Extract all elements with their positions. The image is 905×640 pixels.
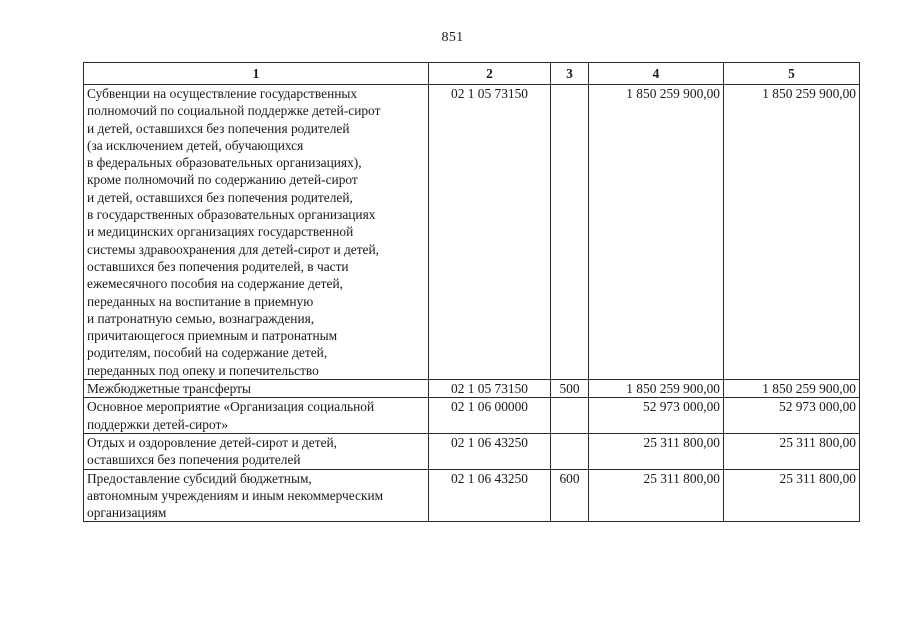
table-row [84, 398, 860, 434]
header-col-2: 2 [429, 63, 551, 85]
row-amount-col-5: 25 311 800,00 [724, 469, 860, 522]
row-amount-col-4: 1 850 259 900,00 [589, 380, 724, 398]
header-col-3: 3 [551, 63, 589, 85]
row-name: Субвенции на осуществление государственных полномочий по социальной поддержке детей-сирот и детей, оставшихся без попечения родителей (за исключением детей, обучающихся в федеральных образовательных организациях), кроме полномочий по содержанию детей-сирот и детей, оставшихся без попечения родителей, в государственных образовательных организациях и медицинских организациях государственной системы здравоохранения для детей-сирот и детей, оставшихся без попечения родителей, в части ежемесячного пособия на содержание детей, переданных на воспитание в приемную и патронатную семью, вознаграждения, причитающегося приемным и патронатным родителям, пособий на содержание детей, переданных под опеку и попечительство [84, 85, 429, 380]
row-code: 02 1 05 73150 [429, 380, 551, 398]
row-amount-col-4: 25 311 800,00 [589, 469, 724, 522]
row-code: 02 1 06 43250 [429, 433, 551, 469]
header-col-4: 4 [589, 63, 724, 85]
table-row [84, 85, 860, 380]
row-name: Отдых и оздоровление детей-сирот и детей, оставшихся без попечения родителей [84, 433, 429, 469]
row-expense-type [551, 433, 589, 469]
table-row [84, 433, 860, 469]
row-amount-col-5: 52 973 000,00 [724, 398, 860, 434]
row-code: 02 1 06 00000 [429, 398, 551, 434]
page-number: 851 [441, 30, 464, 45]
header-col-5: 5 [724, 63, 860, 85]
row-expense-type [551, 398, 589, 434]
row-name: Предоставление субсидий бюджетным, автономным учреждениям и иным некоммерческим организациям [84, 469, 429, 522]
row-code: 02 1 05 73150 [429, 85, 551, 380]
row-amount-col-4: 1 850 259 900,00 [589, 85, 724, 380]
row-name: Межбюджетные трансферты [84, 380, 429, 398]
table-row [84, 469, 860, 522]
row-amount-col-4: 25 311 800,00 [589, 433, 724, 469]
table-row [84, 380, 860, 398]
header-col-1: 1 [84, 63, 429, 85]
row-amount-col-5: 1 850 259 900,00 [724, 85, 860, 380]
table-header-row [84, 63, 860, 85]
row-amount-col-5: 1 850 259 900,00 [724, 380, 860, 398]
row-expense-type: 600 [551, 469, 589, 522]
row-amount-col-5: 25 311 800,00 [724, 433, 860, 469]
row-expense-type [551, 85, 589, 380]
row-name: Основное мероприятие «Организация социальной поддержки детей-сирот» [84, 398, 429, 434]
row-amount-col-4: 52 973 000,00 [589, 398, 724, 434]
row-expense-type: 500 [551, 380, 589, 398]
budget-table [83, 62, 860, 522]
row-code: 02 1 06 43250 [429, 469, 551, 522]
